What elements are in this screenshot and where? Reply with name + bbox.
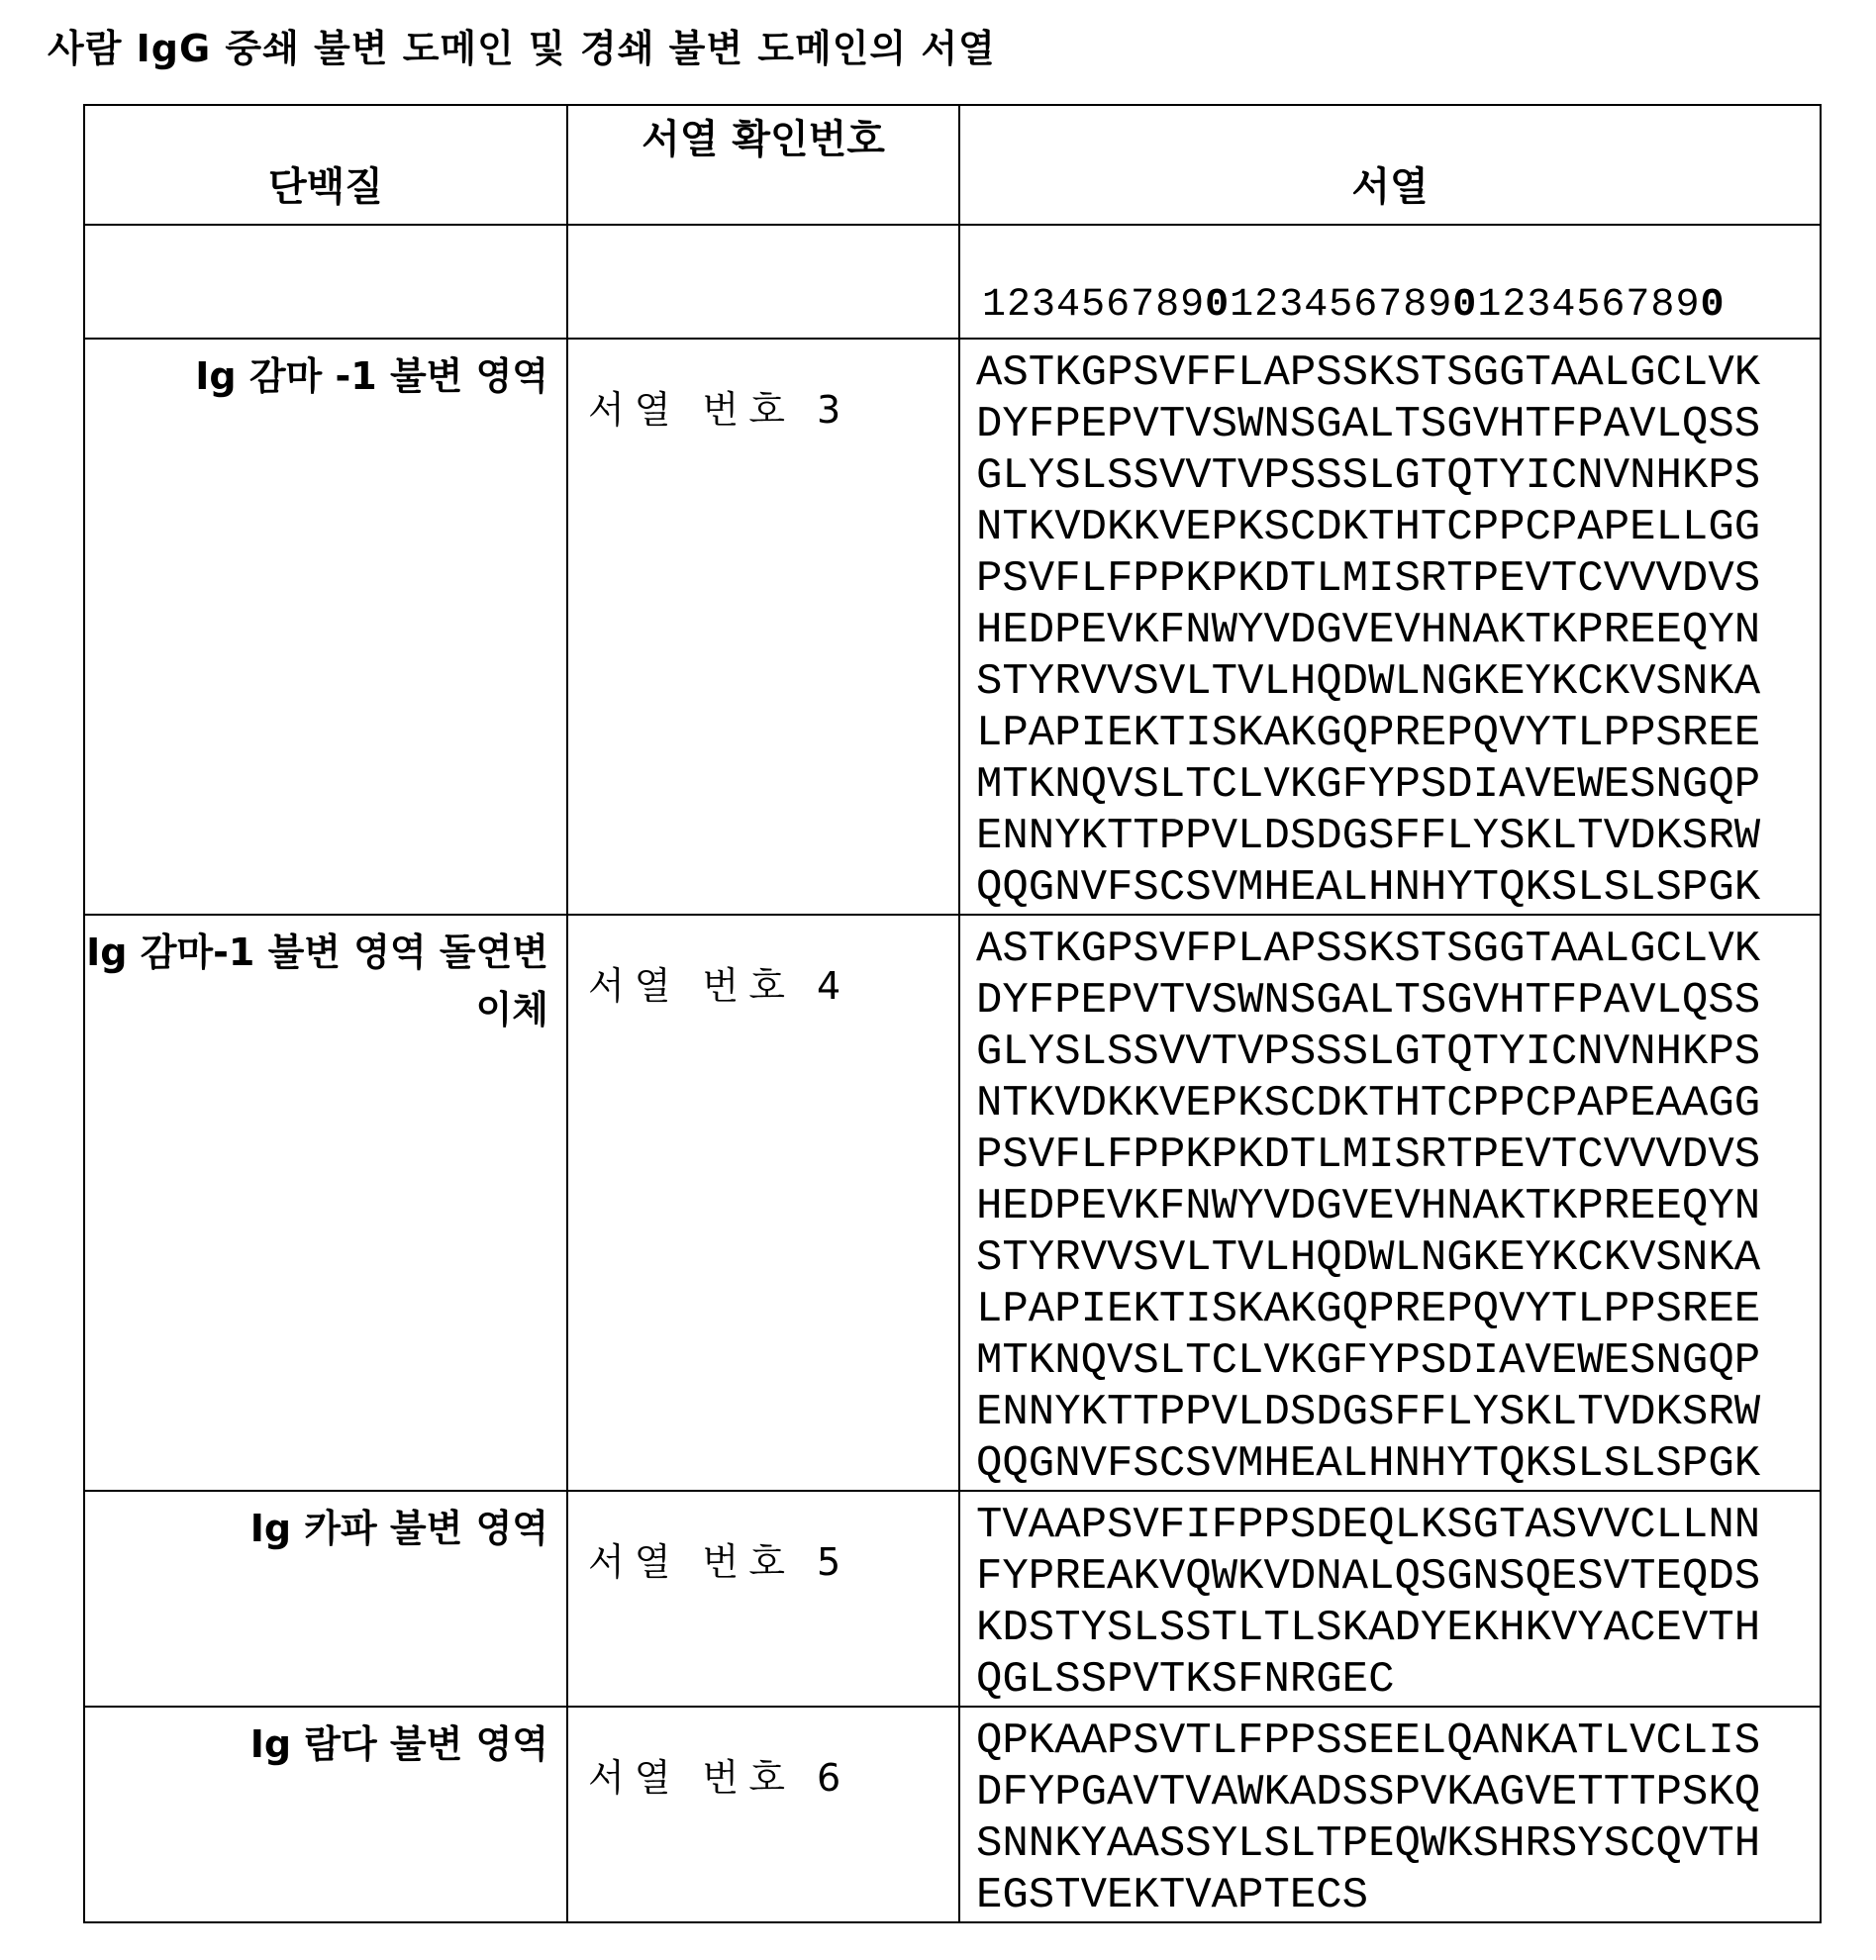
- ruler-digit: 5: [1329, 283, 1353, 328]
- sequence-line: FYPREAKVQWKVDNALQSGNSQESVTEQDS: [976, 1551, 1820, 1603]
- ruler-digit: 0: [1205, 283, 1230, 328]
- sequence-line: QQGNVFSCSVMHEALHNHYTQKSLSLSPGK: [976, 862, 1820, 914]
- sequence-line: ENNYKTTPPVLDSDGSFFLYSKLTVDKSRW: [976, 1387, 1820, 1438]
- page-title: 사람 IgG 중쇄 불변 도메인 및 경쇄 불변 도메인의 서열: [48, 18, 996, 72]
- sequence-line: PSVFLFPPKPKDTLMISRTPEVTCVVVDVS: [976, 1129, 1820, 1181]
- seq-id-cell: [567, 1707, 959, 1922]
- seq-id: 서열 번호 5: [568, 1492, 958, 1586]
- protein-name: Ig 감마-1 불변 영역 돌연변이체: [85, 916, 566, 1038]
- header-protein-label: 단백질: [85, 106, 566, 212]
- ruler-digit: 3: [1032, 283, 1056, 328]
- ruler-digit: 7: [1131, 283, 1155, 328]
- protein-cell: [84, 915, 567, 1491]
- ruler-digit: 9: [1180, 283, 1205, 328]
- empty-cell: [567, 225, 959, 339]
- protein-name: Ig 카파 불변 영역: [85, 1492, 566, 1557]
- ruler-digit: 8: [1650, 283, 1675, 328]
- ruler-digit: 0: [1452, 283, 1477, 328]
- sequence-line: QPKAAPSVTLFPPSSEELQANKATLVCLIS: [976, 1715, 1820, 1767]
- ruler-digit: 6: [1106, 283, 1131, 328]
- sequence-line: QQGNVFSCSVMHEALHNHYTQKSLSLSPGK: [976, 1438, 1820, 1490]
- protein-cell: [84, 1491, 567, 1707]
- ruler-digit: 1: [1230, 283, 1254, 328]
- ruler-digit: 7: [1378, 283, 1403, 328]
- ruler-digit: 5: [1081, 283, 1106, 328]
- sequence-line: DYFPEPVTVSWNSGALTSGVHTFPAVLQSS: [976, 975, 1820, 1027]
- sequence-line: ASTKGPSVFFLAPSSKSTSGGTAALGCLVK: [976, 347, 1820, 399]
- ruler-digit: 4: [1056, 283, 1081, 328]
- protein-name: Ig 감마 -1 불변 영역: [85, 340, 566, 405]
- seq-id: 서열 번호 4: [568, 916, 958, 1010]
- ruler-digit: 5: [1576, 283, 1601, 328]
- sequence-line: ASTKGPSVFPLAPSSKSTSGGTAALGCLVK: [976, 924, 1820, 975]
- ruler-digit: 1: [982, 283, 1007, 328]
- ruler-digit: 1: [1477, 283, 1502, 328]
- sequence-line: NTKVDKKVEPKSCDKTHTCPPCPAPELLGG: [976, 502, 1820, 553]
- table-row: [84, 915, 1821, 1491]
- header-row: [84, 105, 1821, 225]
- ruler-digit: 4: [1551, 283, 1576, 328]
- seq-id: 서열 번호 3: [568, 340, 958, 434]
- sequence-cell: [959, 1491, 1821, 1707]
- sequence-line: STYRVVSVLTVLHQDWLNGKEYKCKVSNKA: [976, 1232, 1820, 1284]
- sequence-line: DFYPGAVTVAWKADSSPVKAGVETTTPSKQ: [976, 1767, 1820, 1818]
- sequence-line: STYRVVSVLTVLHQDWLNGKEYKCKVSNKA: [976, 656, 1820, 708]
- ruler-digit: 8: [1155, 283, 1180, 328]
- header-sequence-label: 서열: [960, 106, 1820, 212]
- ruler-digit: 9: [1675, 283, 1700, 328]
- sequence-table: [83, 104, 1822, 1923]
- sequence-line: QGLSSPVTKSFNRGEC: [976, 1654, 1820, 1706]
- sequence-line: PSVFLFPPKPKDTLMISRTPEVTCVVVDVS: [976, 553, 1820, 605]
- seq-id-cell: [567, 339, 959, 915]
- sequence-line: LPAPIEKTISKAKGQPREPQVYTLPPSREE: [976, 1284, 1820, 1335]
- table-row: [84, 1707, 1821, 1922]
- ruler-row: [84, 225, 1821, 339]
- table-row: [84, 339, 1821, 915]
- ruler-cell: [959, 225, 1821, 339]
- sequence-line: SNNKYAASSYLSLTPEQWKSHRSYSCQVTH: [976, 1818, 1820, 1870]
- seq-id: 서열 번호 6: [568, 1708, 958, 1802]
- sequence-line: DYFPEPVTVSWNSGALTSGVHTFPAVLQSS: [976, 399, 1820, 450]
- protein-cell: [84, 1707, 567, 1922]
- protein-cell: [84, 339, 567, 915]
- sequence-line: KDSTYSLSSTLTLSKADYEKHKVYACEVTH: [976, 1603, 1820, 1654]
- position-ruler: [960, 226, 1820, 328]
- ruler-digit: 4: [1304, 283, 1329, 328]
- ruler-digit: 2: [1502, 283, 1527, 328]
- empty-cell: [84, 225, 567, 339]
- ruler-digit: 6: [1353, 283, 1378, 328]
- sequence-line: MTKNQVSLTCLVKGFYPSDIAVEWESNGQP: [976, 1335, 1820, 1387]
- header-protein: [84, 105, 567, 225]
- sequence-line: GLYSLSSVVTVPSSSLGTQTYICNVNHKPS: [976, 1027, 1820, 1078]
- sequence-line: HEDPEVKFNWYVDGVEVHNAKTKPREEQYN: [976, 605, 1820, 656]
- ruler-digit: 9: [1428, 283, 1452, 328]
- seq-id-cell: [567, 915, 959, 1491]
- ruler-digit: 3: [1279, 283, 1304, 328]
- sequence-line: HEDPEVKFNWYVDGVEVHNAKTKPREEQYN: [976, 1181, 1820, 1232]
- ruler-digit: 6: [1601, 283, 1626, 328]
- sequence-line: ENNYKTTPPVLDSDGSFFLYSKLTVDKSRW: [976, 811, 1820, 862]
- sequence-cell: [959, 915, 1821, 1491]
- sequence-line: GLYSLSSVVTVPSSSLGTQTYICNVNHKPS: [976, 450, 1820, 502]
- sequence-line: MTKNQVSLTCLVKGFYPSDIAVEWESNGQP: [976, 759, 1820, 811]
- header-sequence: [959, 105, 1821, 225]
- sequence-line: TVAAPSVFIFPPSDEQLKSGTASVVCLLNN: [976, 1500, 1820, 1551]
- ruler-digit: 2: [1254, 283, 1279, 328]
- sequence-line: EGSTVEKTVAPTECS: [976, 1870, 1820, 1921]
- seq-id-cell: [567, 1491, 959, 1707]
- sequence-line: LPAPIEKTISKAKGQPREPQVYTLPPSREE: [976, 708, 1820, 759]
- sequence-cell: [959, 1707, 1821, 1922]
- ruler-digit: 8: [1403, 283, 1428, 328]
- sequence-line: NTKVDKKVEPKSCDKTHTCPPCPAPEAAGG: [976, 1078, 1820, 1129]
- ruler-digit: 0: [1700, 283, 1725, 328]
- header-seq-id: [567, 105, 959, 225]
- ruler-digit: 2: [1007, 283, 1032, 328]
- ruler-digit: 7: [1626, 283, 1650, 328]
- header-seq-id-label: 서열 확인번호: [568, 106, 958, 164]
- table-row: [84, 1491, 1821, 1707]
- protein-name: Ig 람다 불변 영역: [85, 1708, 566, 1773]
- ruler-digit: 3: [1527, 283, 1551, 328]
- sequence-cell: [959, 339, 1821, 915]
